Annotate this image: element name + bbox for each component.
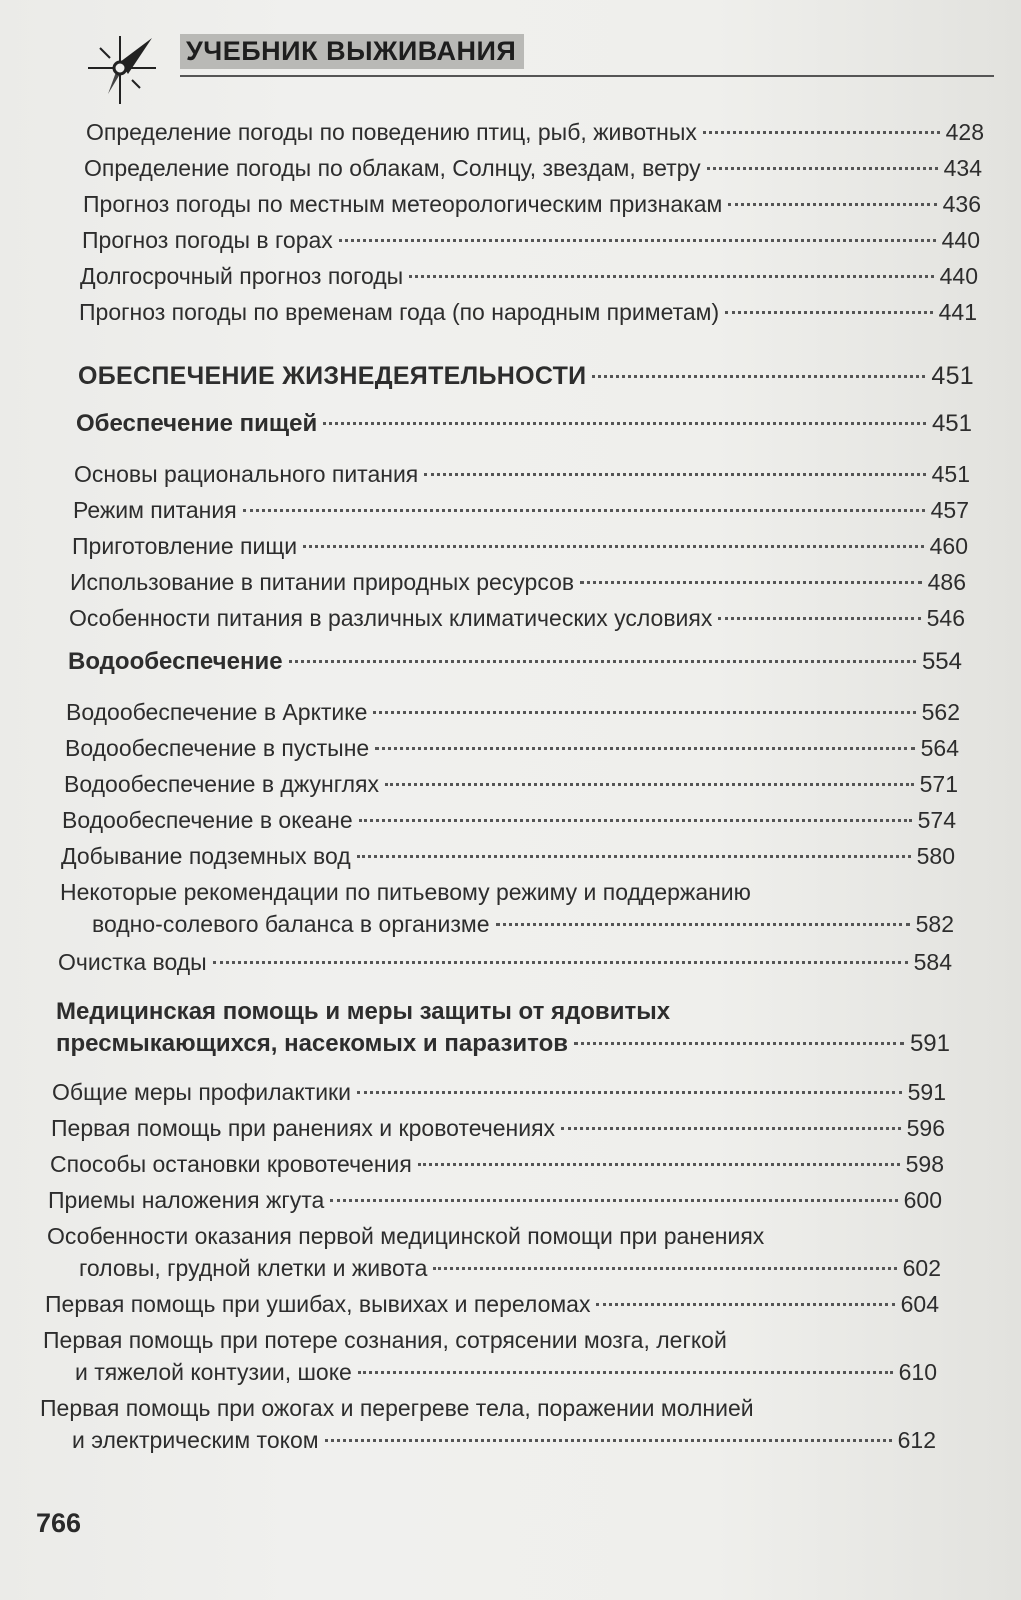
toc-entry-title: Прогноз погоды по местным метеорологическим признакам (83, 191, 723, 217)
toc-entry-title: Водообеспечение в океане (62, 807, 353, 833)
leader-dots (728, 203, 936, 206)
toc-entry (61, 840, 955, 872)
toc-entry-title-line1: Первая помощь при ожогах и перегреве тела, поражении молнией (40, 1395, 754, 1421)
toc-entry-page: 574 (917, 807, 956, 833)
toc-entry (50, 1148, 944, 1180)
toc-entry (79, 296, 977, 328)
leader-dots (325, 1439, 892, 1442)
toc-entry-page: 598 (905, 1151, 944, 1177)
toc-entry-title-line2: и электрическим током (72, 1427, 319, 1453)
toc-entry-title-line1: Некоторые рекомендации по питьевому режиму и поддержанию (60, 879, 751, 905)
toc-entry-title: Прогноз погоды по временам года (по народным приметам) (79, 299, 720, 325)
toc-entry-page: 440 (939, 263, 978, 289)
toc-entry-title: Определение погоды по поведению птиц, рыб, животных (86, 119, 697, 145)
leader-dots (359, 819, 912, 822)
toc-entry-title: Режим питания (73, 497, 237, 523)
toc-entry-title: Обеспечение пищей (76, 410, 318, 437)
leader-dots (596, 1303, 894, 1306)
leader-dots (323, 422, 926, 425)
toc-entry (51, 1112, 945, 1144)
leader-dots (375, 747, 914, 750)
toc-entry (48, 1184, 942, 1216)
toc-entry (80, 260, 978, 292)
toc-entry (83, 188, 981, 220)
toc-entry (66, 696, 960, 728)
toc-entry-title: Добывание подземных вод (61, 843, 351, 869)
toc-entry-page: 554 (921, 648, 962, 675)
toc-entry-page: 591 (907, 1079, 946, 1105)
toc-entry (82, 224, 980, 256)
running-header (80, 28, 1000, 108)
toc-entry-page: 602 (902, 1255, 941, 1281)
toc-entry-title: Водообеспечение (68, 648, 283, 675)
toc-section-heading (76, 408, 972, 440)
toc-entry-page: 440 (941, 227, 980, 253)
toc-entry-page: 584 (913, 949, 952, 975)
toc-entry (43, 1324, 937, 1388)
toc-entry (52, 1076, 946, 1108)
toc-entry-title: Водообеспечение в Арктике (66, 699, 368, 725)
leader-dots (725, 311, 932, 314)
series-title: УЧЕБНИК ВЫЖИВАНИЯ (180, 34, 524, 69)
toc-entry-page: 451 (931, 410, 972, 437)
toc-entry-title: ОБЕСПЕЧЕНИЕ ЖИЗНЕДЕЯТЕЛЬНОСТИ (78, 362, 587, 390)
toc-entry-title: Очистка воды (58, 949, 207, 975)
toc-entry-title: Основы рационального питания (74, 461, 419, 487)
toc-entry-title: Прогноз погоды в горах (82, 227, 333, 253)
leader-dots (289, 660, 916, 663)
toc-entry (84, 152, 982, 184)
toc-entry (40, 1392, 936, 1456)
toc-entry-page: 434 (943, 155, 982, 181)
toc-entry-title: Первая помощь при ранениях и кровотечениях (51, 1115, 556, 1141)
leader-dots (580, 581, 922, 584)
leader-dots (358, 1371, 893, 1374)
leader-dots (303, 545, 924, 548)
toc-entry (62, 804, 956, 836)
toc-entry (74, 458, 970, 490)
page-number: 766 (36, 1508, 82, 1538)
toc-entry-title-line1: Первая помощь при потере сознания, сотрясении мозга, легкой (43, 1327, 727, 1353)
toc-entry-title-line1: Особенности оказания первой медицинской помощи при ранениях (47, 1223, 765, 1249)
leader-dots (433, 1267, 896, 1270)
toc-entry-title: Способы остановки кровотечения (50, 1151, 412, 1177)
toc-entry-page: 457 (930, 497, 969, 523)
toc-entry-title-line1: Медицинская помощь и меры защиты от ядовитых (56, 998, 671, 1025)
toc-entry-page: 546 (926, 605, 965, 631)
toc-entry-title: Долгосрочный прогноз погоды (80, 263, 404, 289)
toc-section-heading (56, 996, 950, 1060)
leader-dots (574, 1042, 904, 1045)
toc-entry-title: Водообеспечение в джунглях (64, 771, 379, 797)
leader-dots (330, 1199, 897, 1202)
toc-entry-page: 612 (897, 1427, 936, 1453)
toc-entry-title: Водообеспечение в пустыне (65, 735, 370, 761)
toc-entry-title-line2: головы, грудной клетки и живота (79, 1255, 428, 1281)
toc-entry-title: Приготовление пищи (72, 533, 298, 559)
toc-entry (69, 602, 965, 634)
toc-entry (70, 566, 966, 598)
toc-entry-page: 610 (898, 1359, 937, 1385)
leader-dots (424, 473, 925, 476)
toc-entry (73, 494, 969, 526)
toc-entry-title-line2: и тяжелой контузии, шоке (75, 1359, 352, 1385)
leader-dots (243, 509, 925, 512)
toc-entry (72, 530, 968, 562)
leader-dots (373, 711, 915, 714)
toc-entry-title-line2: пресмыкающихся, насекомых и паразитов (56, 1030, 569, 1057)
toc-entry (58, 946, 952, 978)
compass-star-icon (80, 28, 170, 108)
leader-dots (703, 131, 940, 134)
leader-dots (339, 239, 936, 242)
leader-dots (718, 617, 920, 620)
toc-entry-page: 562 (921, 699, 960, 725)
toc-section-heading (68, 646, 962, 678)
leader-dots (707, 167, 938, 170)
toc-entry-title: Первая помощь при ушибах, вывихах и переломах (45, 1291, 591, 1317)
toc-entry-title: Использование в питании природных ресурсов (70, 569, 575, 595)
toc-entry (45, 1288, 939, 1320)
toc-entry-page: 571 (919, 771, 958, 797)
toc-entry-title: Приемы наложения жгута (48, 1187, 325, 1213)
toc-entry-title: Особенности питания в различных климатических условиях (69, 605, 713, 631)
toc-entry (86, 116, 984, 148)
leader-dots (592, 375, 925, 378)
toc-entry-page: 451 (931, 461, 970, 487)
toc-entry-page: 486 (927, 569, 966, 595)
toc-entry-page: 591 (909, 1030, 950, 1057)
toc-entry-page: 451 (931, 362, 974, 390)
toc-entry (65, 732, 959, 764)
toc-entry-page: 604 (900, 1291, 939, 1317)
leader-dots (357, 1091, 902, 1094)
toc-entry (47, 1220, 941, 1284)
toc-entry-page: 460 (929, 533, 968, 559)
leader-dots (409, 275, 933, 278)
toc-part-heading (78, 360, 974, 392)
toc-entry-page: 596 (906, 1115, 945, 1141)
toc-entry-page: 428 (945, 119, 984, 145)
toc-entry-title: Общие меры профилактики (52, 1079, 351, 1105)
leader-dots (561, 1127, 901, 1130)
toc-entry-page: 582 (915, 911, 954, 937)
toc-entry-page: 436 (942, 191, 981, 217)
toc-entry-page: 600 (903, 1187, 942, 1213)
leader-dots (418, 1163, 900, 1166)
leader-dots (357, 855, 911, 858)
leader-dots (213, 961, 908, 964)
toc-entry (60, 876, 954, 940)
header-rule (180, 75, 994, 77)
toc-entry-page: 441 (938, 299, 977, 325)
leader-dots (385, 783, 914, 786)
toc-entry-title-line2: водно-солевого баланса в организме (92, 911, 490, 937)
toc-entry (64, 768, 958, 800)
leader-dots (496, 923, 910, 926)
toc-entry-page: 580 (916, 843, 955, 869)
toc-entry-page: 564 (920, 735, 959, 761)
toc-entry-title: Определение погоды по облакам, Солнцу, звездам, ветру (84, 155, 701, 181)
